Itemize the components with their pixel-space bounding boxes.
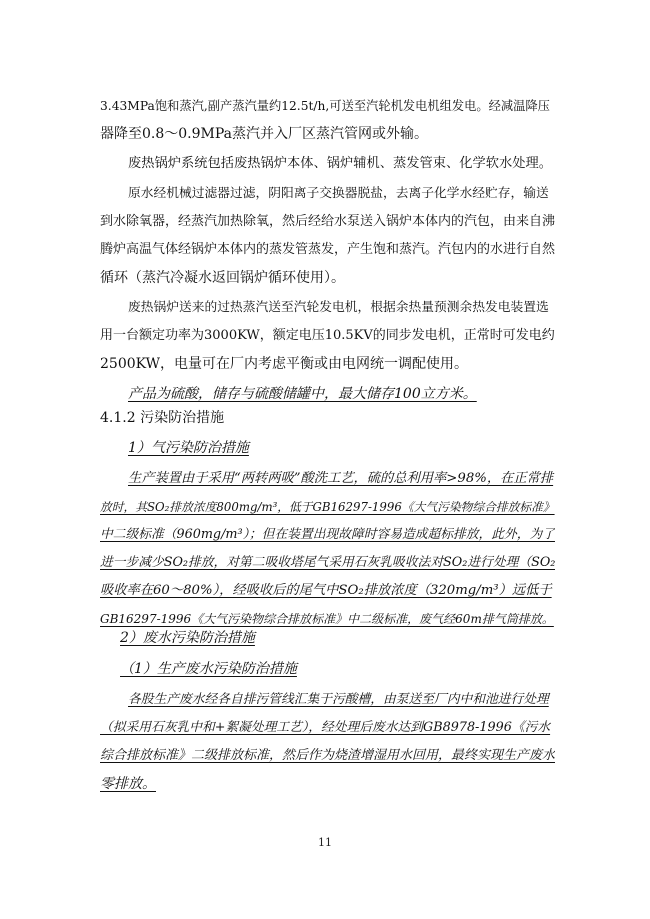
underlined-text: 放时，其SO₂排放浓度800mg/m³，低于GB16297-1996《大气污染物综合排放标准》 <box>100 500 555 514</box>
text-line-wrap <box>100 770 555 798</box>
underlined-text: 中二级标准（960mg/m³）；但在装置出现故障时容易造成超标排放，此外，为了 <box>100 527 555 542</box>
text-line: 3.43MPa饱和蒸汽,副产蒸汽量约12.5t/h,可送至汽轮机发电机组发电。经减温降压 <box>100 99 550 113</box>
underlined-text: （拟采用石灰乳中和+絮凝处理工艺），经处理后废水达到GB8978-1996《污水 <box>100 720 551 735</box>
subheading-water-pollution <box>120 624 255 652</box>
text-line-wrap <box>100 493 555 521</box>
text-line-wrap <box>100 465 555 493</box>
underlined-text: 产品为硫酸，储存与硫酸储罐中，最大储存100立方米。 <box>128 386 477 402</box>
text-line-wrap <box>100 742 555 770</box>
text-line: 腾炉高温气体经锅炉本体内的蒸发管蒸发，产生饱和蒸汽。汽包内的水进行自然 <box>100 242 555 257</box>
underlined-text: 生产装置由于采用“两转两吸”酸洗工艺，硫的总利用率>98%，在正常排 <box>128 471 554 486</box>
underlined-text: 零排放。 <box>100 776 156 792</box>
underlined-text: 各股生产废水经各自排污管线汇集于污酸槽，由泵送至厂内中和池进行处理 <box>128 692 549 707</box>
text-line-wrap <box>100 686 555 714</box>
text-line-wrap <box>100 549 555 577</box>
underlined-text: 吸收率在60～80%），经吸收后的尾气中SO₂排放浓度（320mg/m³）远低于 <box>100 583 552 598</box>
text-line: 原水经机械过滤器过滤，阴阳离子交换器脱盐，去离子化学水经贮存，输送 <box>128 186 549 201</box>
text-line: 用一台额定功率为3000KW，额定电压10.5KV的同步发电机，正常时可发电约 <box>100 328 555 343</box>
underlined-text: 2）废水污染防治措施 <box>120 630 255 646</box>
section-heading: 4.1.2 污染防治措施 <box>100 410 225 426</box>
underlined-text: 1）气污染防治措施 <box>128 440 249 456</box>
text-line-wrap <box>100 714 555 742</box>
paragraph-air-pollution <box>100 465 555 633</box>
text-line: 废热锅炉送来的过热蒸汽送至汽轮发电机，根据余热量预测余热发电装置选 <box>128 300 549 315</box>
underlined-text: （1）生产废水污染防治措施 <box>120 661 297 677</box>
text-line: 循环（蒸汽冷凝水返回锅炉循环使用）。 <box>100 270 345 286</box>
text-line-wrap <box>100 521 555 549</box>
subheading-air-pollution <box>128 434 249 462</box>
underlined-text: 进一步减少SO₂排放，对第二吸收塔尾气采用石灰乳吸收法对SO₂进行处理（SO₂ <box>100 555 555 570</box>
underlined-text: GB16297-1996《大气污染物综合排放标准》中二级标准，废气经60m排气筒排放。 <box>100 612 554 626</box>
paragraph-steam-output <box>100 92 555 148</box>
page-number: 11 <box>318 836 332 849</box>
text-line: 2500KW，电量可在厂内考虑平衡或由电网统一调配使用。 <box>100 356 468 372</box>
text-line: 到水除氧器，经蒸汽加热除氧，然后经给水泵送入锅炉本体内的汽包，由来自沸 <box>100 214 555 229</box>
text-line-wrap <box>100 577 555 605</box>
text-line: 器降至0.8～0.9MPa蒸汽并入厂区蒸汽管网或外输。 <box>100 126 429 142</box>
paragraph-wastewater <box>100 686 555 798</box>
paragraph-water-treatment <box>100 180 555 292</box>
paragraph-generator <box>100 294 555 378</box>
paragraph-boiler-system <box>100 150 555 178</box>
text-line: 废热锅炉系统包括废热锅炉本体、锅炉辅机、蒸发管束、化学软水处理。 <box>128 156 553 171</box>
subheading-production-wastewater <box>120 655 297 683</box>
underlined-text: 综合排放标准》二级排放标准，然后作为烧渣增湿用水回用，最终实现生产废水 <box>100 748 555 763</box>
